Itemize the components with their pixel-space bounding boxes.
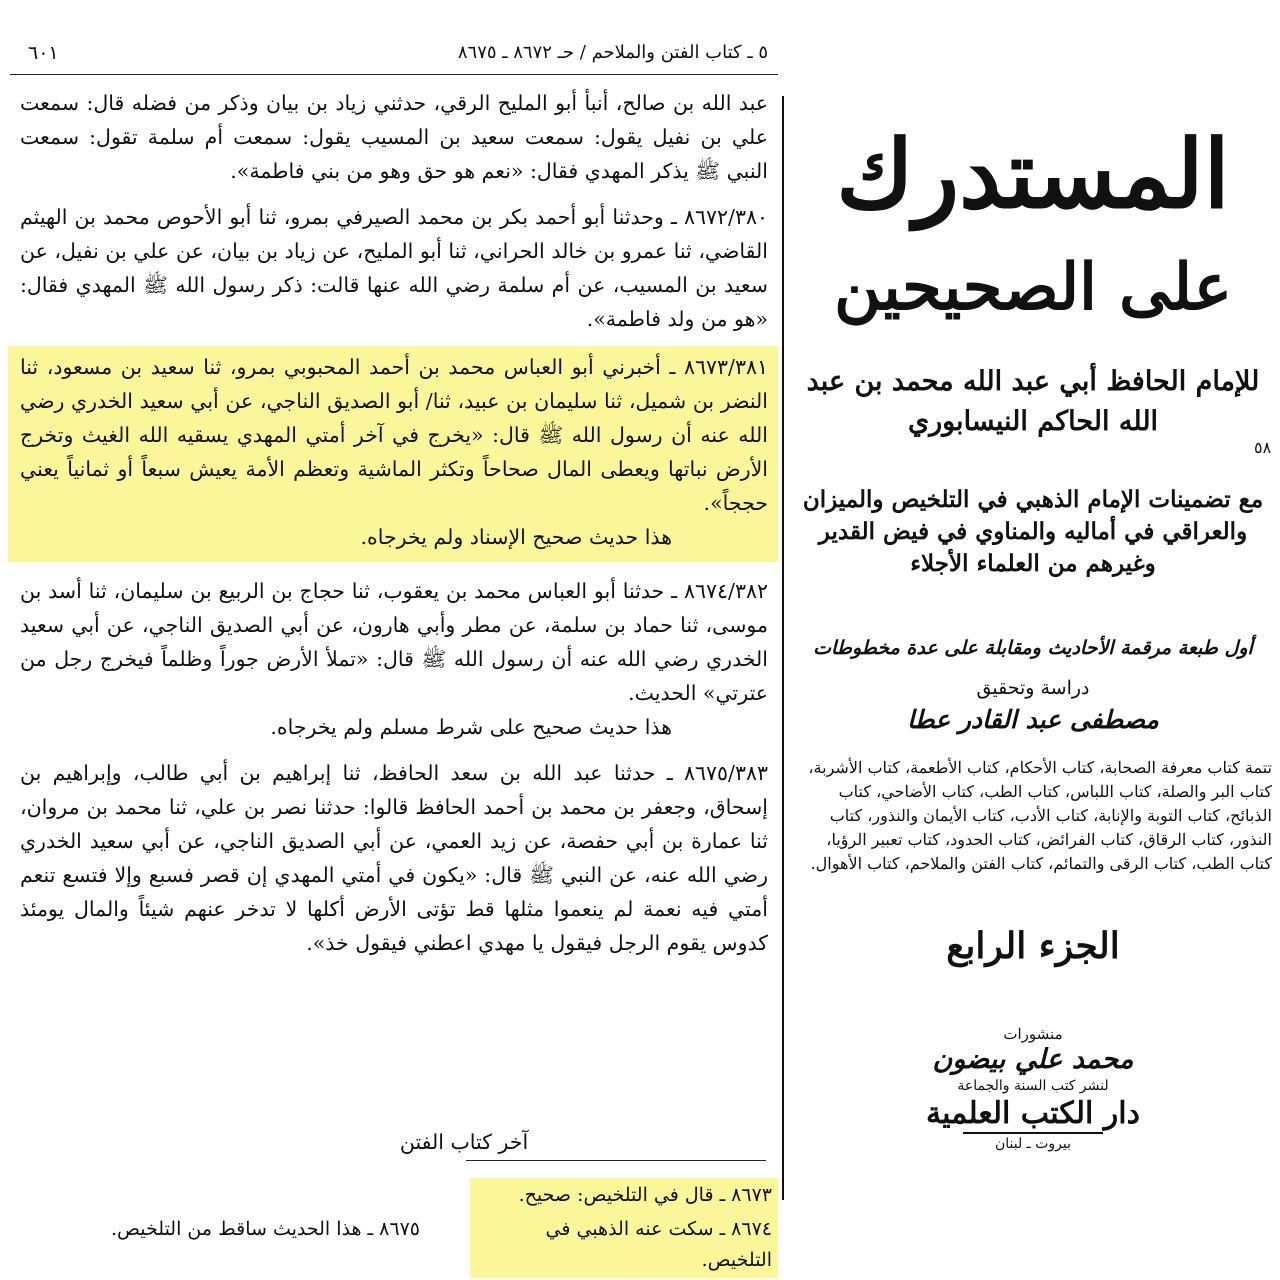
publishing-house: دار الكتب العلمية (926, 1096, 1140, 1131)
hadith-paragraph: ٨٦٧٣/٣٨١ ـ أخبرني أبو العباس محمد بن أحمد المحبوبي بمرو، ثنا سعيد بن مسعود، ثنا النضر بن شميل، ثنا سليمان بن عبيد، ثنا/ أبو الصديق الناجي، عن أبي سعيد الخدري رضي الله عنه أن رسول الله ﷺ قال: «يخرج في آخر أمتي المهدي يسقيه الله الغيث وتخرج الأرض نباتها ويعطى المال صحاحاً وتكثر الماشية وتعظم الأمة يعيش سبعاً أو ثمانياً يعني حججاً». (20, 355, 768, 515)
book-end-label: آخر كتاب الفتن (399, 1130, 529, 1154)
footnote: ٨٦٧٣ ـ قال في التلخيص: صحيح. (470, 1178, 778, 1213)
page-number: ٦٠١ (28, 42, 59, 64)
publisher-city: بيروت ـ لبنان (994, 1136, 1072, 1152)
highlighted-hadith (8, 346, 778, 562)
publisher-label: منشورات (1003, 1025, 1063, 1043)
header-rule (10, 74, 778, 75)
hadith-paragraph: عبد الله بن صالح، أنبأ أبو المليح الرقي، حدثني زياد بن بيان وذكر من فضله قال: سمعت علي بن نفيل يقول: سمعت سعيد بن المسيب يقول: سمعت أم سلمة تقول: سمعت النبي ﷺ يذكر المهدي فقال: «نعم هو حق وهو من بني فاطمة». (20, 91, 768, 183)
text-panel (20, 86, 768, 960)
annotations-line: مع تضمينات الإمام الذهبي في التلخيص والميزان والعراقي في أماليه والمناوي في فيض القدير وغيرهم من العلماء الأجلاء (802, 486, 1264, 577)
book-title: المستدرك (836, 120, 1230, 230)
footnote: ٨٦٧٤ ـ سكت عنه الذهبي في التلخيص. (470, 1212, 778, 1278)
edition-note: أول طبعة مرقمة الأحاديث ومقابلة على عدة مخطوطات (813, 637, 1253, 659)
hadith-verdict: هذا حديث صحيح على شرط مسلم ولم يخرجاه. (270, 715, 672, 739)
margin-note: ٥٨ (1254, 438, 1272, 457)
hadith-paragraph: ٨٦٧٢/٣٨٠ ـ وحدثنا أبو أحمد بكر بن محمد الصيرفي بمرو، ثنا أبو الأحوص محمد بن الهيثم القاضي، ثنا عمرو بن خالد الحراني، ثنا أبو المليح، عن زياد بن بيان، عن علي بن نفيل، عن سعيد بن المسيب، عن أم سلمة رضي الله عنها قالت: ذكر رسول الله ﷺ المهدي فقال: «هو من ولد فاطمة». (20, 205, 768, 331)
editor-name: مصطفى عبد القادر عطا (907, 705, 1159, 734)
author-line: للإمام الحافظ أبي عبد الله محمد بن عبد الله الحاكم النيسابوري (806, 366, 1260, 437)
footnote-rule (466, 1160, 766, 1161)
contents-list: تتمة كتاب معرفة الصحابة، كتاب الأحكام، كتاب الأطعمة، كتاب الأشربة، كتاب البر والصلة، كتاب اللباس، كتاب الطب، كتاب الأضاحي، كتاب الذبائح، كتاب التوبة والإنابة، كتاب الأدب، كتاب الأيمان والنذور، كتاب النذور، كتاب الرقاق، كتاب الفرائض، كتاب الحدود، كتاب تعبير الرؤيا، كتاب الطب، كتاب الرقى والتمائم، كتاب الفتن والملاحم، كتاب الأهوال. (808, 758, 1272, 873)
study-label: دراسة وتحقيق (976, 677, 1090, 699)
volume-label: الجزء الرابع (946, 925, 1120, 967)
page-header (28, 38, 768, 72)
publisher-name: محمد علي بيضون (932, 1044, 1134, 1075)
cover-panel (790, 110, 1276, 1154)
footnote: ٨٦٧٥ ـ هذا الحديث ساقط من التلخيص. (110, 1218, 420, 1240)
hadith-paragraph: ٨٦٧٤/٣٨٢ ـ حدثنا أبو العباس محمد بن يعقوب، ثنا حجاج بن الربيع بن سليمان، ثنا أسد بن موسى، ثنا حماد بن سلمة، عن مطر وأبي هارون، عن أبي الصديق الناجي، عن أبي سعيد الخدري رضي الله عنه أن رسول الله ﷺ قال: «تملأ الأرض جوراً وظلماً فيخرج رجل من عترتي» الحديث. (20, 579, 768, 705)
column-divider (782, 96, 784, 1200)
end-of-book-line (20, 1125, 768, 1159)
publisher-block (790, 1024, 1276, 1154)
book-subtitle: على الصحيحين (834, 250, 1232, 325)
hadith-verdict: هذا حديث صحيح الإسناد ولم يخرجاه. (360, 525, 672, 549)
hadith-paragraph: ٨٦٧٥/٣٨٣ ـ حدثنا عبد الله بن سعد الحافظ، ثنا إبراهيم بن أبي طالب، وإبراهيم بن إسحاق، وجعفر بن محمد بن أحمد الحافظ قالوا: حدثنا نصر بن علي، ثنا محمد بن مروان، ثنا عمارة بن أبي حفصة، عن زيد العمي، عن أبي الصديق الناجي، عن أبي سعيد الخدري رضي الله عنه، عن النبي ﷺ قال: «يكون في أمتي المهدي إن قصر فسبع وإلا فتسع تنعم أمتي فيه نعمة لم ينعموا مثلها قط تؤتى الأرض أكلها لا تدخر عنهم شيئاً والمال يومئذ كدوس يقوم الرجل فيقول يا مهدي اعطني فيقول خذ». (20, 761, 768, 955)
running-title: ٥ ـ كتاب الفتن والملاحم / حـ ٨٦٧٢ ـ ٨٦٧٥ (457, 42, 768, 63)
publisher-description: لنشر كتب السنة والجماعة (957, 1078, 1109, 1094)
